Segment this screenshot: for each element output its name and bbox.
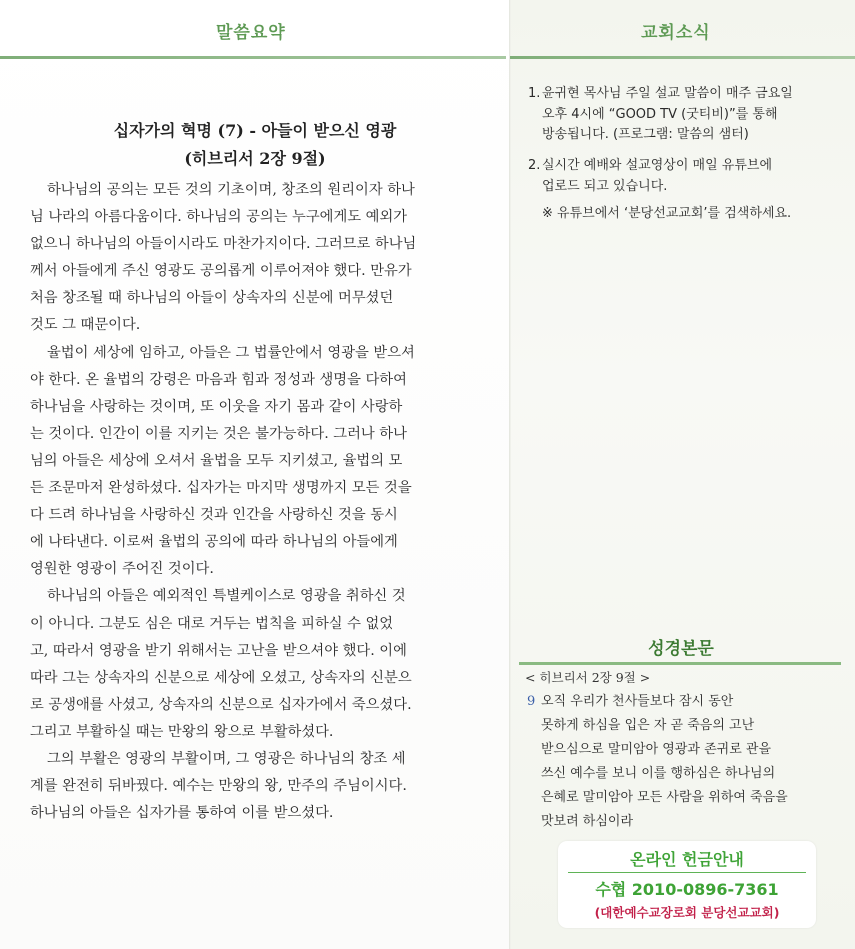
sermon-line: 야 한다. 온 율법의 강령은 마음과 힘과 정성과 생명을 다하여 [30, 371, 407, 388]
news-item-number: 2. [528, 158, 541, 173]
news-item-1 [528, 84, 793, 146]
sermon-line: 따라 그는 상속자의 신분으로 세상에 오셨고, 상속자의 신분으 [30, 669, 412, 686]
scripture-reference: < 히브리서 2장 9절 > [525, 670, 651, 685]
sermon-line: 는 것이다. 인간이 이를 지키는 것은 불가능하다. 그러나 하나 [30, 425, 407, 442]
sermon-line: 에 나타낸다. 이로써 율법의 공의에 따라 하나님의 아들에게 [30, 534, 398, 551]
sermon-line: 든 조문마저 완성하셨다. 십자가는 마지막 생명까지 모든 것을 [30, 480, 412, 497]
sermon-paragraph-3 [30, 583, 490, 746]
sermon-line: 영원한 영광이 주어진 것이다. [30, 561, 214, 578]
news-item-2 [528, 156, 772, 197]
offering-divider [568, 872, 806, 873]
scripture-text-header: 성경본문 [648, 639, 714, 659]
offering-title: 온라인 헌금안내 [630, 850, 744, 869]
verse-line: 받으심으로 말미암아 영광과 존귀로 관을 [541, 742, 772, 757]
verse-line: 오직 우리가 천사들보다 잠시 동안 [541, 694, 734, 709]
sermon-line: 하나님을 사랑하는 것이며, 또 이웃을 자기 몸과 같이 사랑하 [30, 398, 403, 415]
sermon-line: 고, 따라서 영광을 받기 위해서는 고난을 받으셔야 했다. 이에 [30, 642, 407, 659]
sermon-line: 님의 아들은 세상에 오셔서 율법을 모두 지키셨고, 율법의 모 [30, 452, 403, 469]
scripture-header-rule [519, 662, 841, 665]
sermon-line: 처음 창조될 때 하나님의 아들이 상속자의 신분에 머무셨던 [30, 290, 394, 307]
sermon-line: 하나님의 공의는 모든 것의 기초이며, 창조의 원리이자 하나 [47, 182, 415, 198]
sermon-line: 그리고 부활하실 때는 만왕의 왕으로 부활하셨다. [30, 723, 334, 740]
sermon-line: 이 아니다. 그분도 심은 대로 거두는 법칙을 피하실 수 없었 [30, 615, 394, 632]
sermon-line: 그의 부활은 영광의 부활이며, 그 영광은 하나님의 창조 세 [47, 750, 406, 767]
youtube-search-note: ※ 유튜브에서 ‘분당선교교회’를 검색하세요. [542, 206, 792, 221]
news-item-line: 윤귀현 목사님 주일 설교 말씀이 매주 금요일 [542, 86, 793, 101]
sermon-line: 하나님의 아들은 십자가를 통하여 이를 받으셨다. [30, 805, 334, 822]
sermon-line: 것도 그 때문이다. [30, 317, 141, 334]
sermon-line: 다 드려 하나님을 사랑하신 것과 인간을 사랑하신 것을 동시 [30, 507, 398, 524]
sermon-scripture-ref: (히브리서 2장 9절) [184, 149, 326, 168]
news-item-line: 실시간 예배와 설교영상이 매일 유튜브에 [542, 158, 773, 173]
verse-number: 9 [527, 694, 536, 709]
sermon-title: 십자가의 혁명 (7) - 아들이 받으신 영광 [113, 121, 397, 140]
news-item-number: 1. [528, 86, 541, 101]
sermon-line: 계를 완전히 뒤바꿨다. 예수는 만왕의 왕, 만주의 주님이시다. [30, 778, 407, 795]
scripture-verse [527, 690, 832, 834]
offering-bank-account: 수협 2010-0896-7361 [595, 880, 779, 899]
sermon-paragraph-2 [30, 340, 490, 584]
verse-line: 쓰신 예수를 보니 이를 행하심은 하나님의 [541, 766, 776, 781]
sermon-summary-header: 말씀요약 [216, 23, 286, 43]
sermon-line: 하나님의 아들은 예외적인 특별케이스로 영광을 취하신 것 [47, 588, 406, 605]
news-item-line: 오후 4시에 “GOOD TV (굿티비)”를 통해 [542, 106, 778, 122]
sermon-line: 없으니 하나님의 아들이시라도 마찬가지이다. 그러므로 하나님 [30, 236, 417, 253]
verse-line: 은혜로 말미암아 모든 사람을 위하여 죽음을 [541, 790, 788, 805]
news-item-line: 업로드 되고 있습니다. [542, 178, 668, 194]
verse-line: 맛보려 하심이라 [541, 814, 634, 829]
news-item-line: 방송됩니다. (프로그램: 말씀의 샘터) [542, 127, 749, 142]
offering-church-name: (대한예수교장로회 분당선교교회) [594, 905, 780, 920]
online-offering-box [558, 841, 816, 928]
news-header-rule [510, 56, 855, 59]
sermon-line: 님 나라의 아름다움이다. 하나님의 공의는 누구에게도 예외가 [30, 209, 408, 226]
church-news-header: 교회소식 [641, 23, 711, 43]
sermon-line: 로 공생애를 사셨고, 상속자의 신분으로 십자가에서 죽으셨다. [30, 696, 412, 713]
sermon-header-rule [0, 56, 506, 59]
verse-line: 못하게 하심을 입은 자 곧 죽음의 고난 [541, 718, 755, 733]
sermon-paragraph-4 [30, 746, 490, 827]
sermon-line: 께서 아들에게 주신 영광도 공의롭게 이루어져야 했다. 만유가 [30, 263, 412, 280]
page-fold-divider [509, 0, 511, 949]
sermon-body [30, 177, 490, 827]
sermon-line: 율법이 세상에 임하고, 아들은 그 법률안에서 영광을 받으셔 [47, 344, 415, 361]
sermon-paragraph-1 [30, 177, 490, 340]
